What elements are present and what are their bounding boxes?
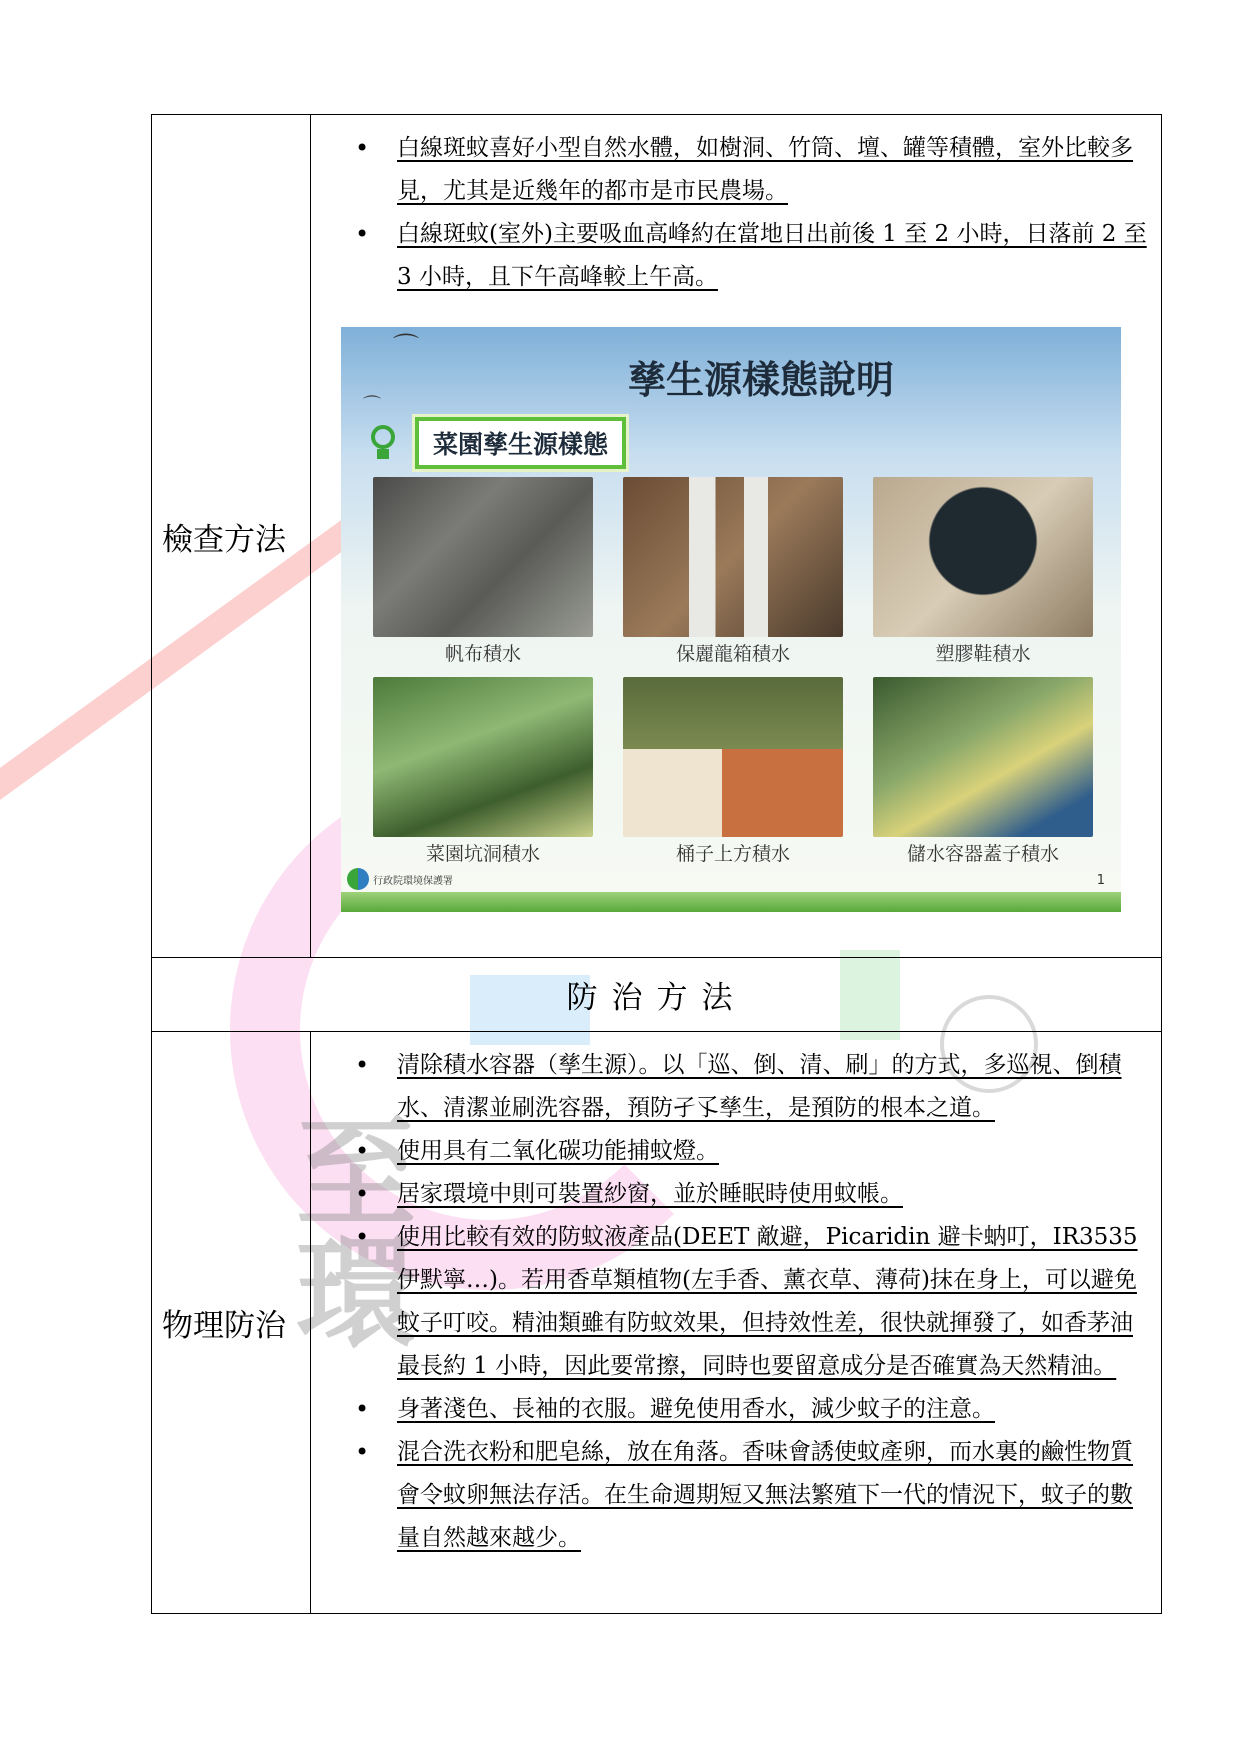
bucket-top-photo xyxy=(623,677,843,837)
photo-item xyxy=(873,677,1093,877)
list-item: • 白線斑蚊喜好小型自然水體，如樹洞、竹筒、壇、罐等積體，室外比較多見，尤其是近幾年的都市是市民農場。 xyxy=(311,127,1149,213)
breeding-source-slide xyxy=(341,327,1121,912)
photo-caption: 保麗龍箱積水 xyxy=(675,643,790,665)
tarp-water-photo xyxy=(373,477,593,637)
photo-item xyxy=(373,477,593,677)
plastic-shoe-photo xyxy=(873,477,1093,637)
bird-icon: ⌒ xyxy=(393,333,420,363)
content-table xyxy=(151,114,1162,1614)
photo-caption: 桶子上方積水 xyxy=(675,843,790,865)
list-item: • 使用具有二氧化碳功能捕蚊燈。 xyxy=(311,1130,1149,1173)
container-lid-photo xyxy=(873,677,1093,837)
section-header: 防治方法 xyxy=(152,958,1162,1032)
lightbulb-icon xyxy=(361,419,405,467)
section-header-row xyxy=(152,958,1162,1032)
physical-row xyxy=(152,1032,1162,1614)
slide-title: 孳生源樣態說明 xyxy=(627,358,894,402)
slide-subtitle: 菜園孳生源樣態 xyxy=(415,417,626,469)
physical-content xyxy=(311,1032,1162,1614)
photo-item xyxy=(623,477,843,677)
photo-caption: 菜園坑洞積水 xyxy=(425,843,540,865)
list-item: • 混合洗衣粉和肥皂絲，放在角落。香味會誘使蚊產卵，而水裏的鹼性物質會令蚊卵無法存活。在生命週期短又無法繁殖下一代的情況下，蚊子的數量自然越來越少。 xyxy=(311,1431,1149,1560)
garden-hole-photo xyxy=(373,677,593,837)
photo-caption: 塑膠鞋積水 xyxy=(935,643,1031,665)
watermark-text: 至環 xyxy=(276,1110,415,1350)
photo-item xyxy=(623,677,843,877)
slide-page-number: 1 xyxy=(1096,873,1105,888)
list-item: • 居家環境中則可裝置紗窗，並於睡眠時使用蚊帳。 xyxy=(311,1173,1149,1216)
list-item: • 使用比較有效的防蚊液產品(DEET 敵避，Picaridin 避卡蚋叮，IR3535 伊默寧…)。若用香草類植物(左手香、薰衣草、薄荷)抹在身上，可以避免蚊子叮咬。精油類雖有防蚊效果，但持效性差，很快就揮發了，如香茅油最長約 1 小時，因此要常擦，同時也要留意成分是否確實為天然精油。 xyxy=(311,1216,1149,1388)
list-item: • 身著淺色、長袖的衣服。避免使用香水，減少蚊子的注意。 xyxy=(311,1388,1149,1431)
photo-item xyxy=(873,477,1093,677)
list-item: • 白線斑蚊(室外)主要吸血高峰約在當地日出前後 1 至 2 小時，日落前 2 至 3 小時，且下午高峰較上午高。 xyxy=(311,213,1149,299)
photo-item xyxy=(373,677,593,877)
styrofoam-box-photo xyxy=(623,477,843,637)
bird-icon: ⌒ xyxy=(363,395,381,416)
row-label: 檢查方法 xyxy=(152,115,311,958)
slide-subtitle-group xyxy=(361,417,626,469)
row-label: 物理防治 xyxy=(152,1032,311,1614)
photo-caption: 儲水容器蓋子積水 xyxy=(906,843,1059,865)
bullet-list xyxy=(311,1044,1161,1560)
footer-org: 行政院環境保護署 xyxy=(373,875,453,887)
inspection-row xyxy=(152,115,1162,958)
inspection-content xyxy=(311,115,1162,958)
slide-footer xyxy=(347,868,453,890)
list-item: • 清除積水容器（孳生源）。以「巡、倒、清、刷」的方式，多巡視、倒積水、清潔並刷洗容器，預防孑孓孳生，是預防的根本之道。 xyxy=(311,1044,1149,1130)
photo-grid xyxy=(373,477,1093,877)
bullet-list xyxy=(311,127,1161,299)
epa-logo-icon xyxy=(347,868,369,890)
grass-strip xyxy=(341,892,1121,912)
photo-caption: 帆布積水 xyxy=(444,643,521,665)
